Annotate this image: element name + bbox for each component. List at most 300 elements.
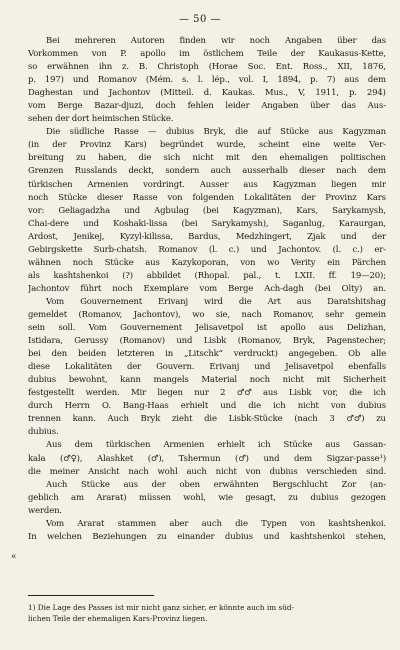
word: Jelisavetpol	[195, 323, 244, 334]
word: von	[300, 518, 316, 529]
page-number: — 50 —	[178, 14, 222, 25]
word: ehemaligen	[279, 153, 329, 164]
word: Romanov	[158, 244, 198, 255]
word: einander	[177, 531, 215, 542]
word: zu	[76, 153, 86, 164]
text-line	[28, 205, 386, 218]
word: LXII.	[294, 270, 315, 281]
word: Stücke	[104, 257, 134, 268]
text-line	[28, 165, 386, 178]
word: Jenikej,	[73, 231, 105, 242]
text-line	[28, 74, 386, 87]
word: bei	[28, 349, 41, 360]
word: Jachontov.	[278, 244, 322, 255]
word: nicht	[297, 401, 319, 412]
word: I,	[262, 75, 269, 86]
word: stehen,	[355, 531, 386, 542]
word: von	[240, 257, 256, 268]
word: noch	[28, 192, 49, 203]
word: kala	[28, 453, 46, 464]
word: ihn	[98, 62, 113, 73]
word: Angaben	[284, 36, 322, 46]
word: aus	[318, 127, 333, 138]
word: Aus	[46, 440, 62, 451]
text-line	[28, 152, 386, 165]
word: Exemplare	[143, 283, 189, 294]
word: Berge	[57, 101, 83, 112]
word: deckt,	[128, 166, 154, 177]
word: Kagyzman),	[232, 205, 283, 216]
word: (l.	[208, 244, 218, 255]
word: die	[28, 466, 41, 477]
text-line	[28, 244, 386, 257]
word: Rasse	[113, 127, 139, 138]
word: aus	[243, 179, 258, 190]
word: Kars)	[124, 140, 147, 151]
word: O.	[101, 401, 111, 412]
word: Romanov,	[273, 309, 314, 320]
word: von	[167, 192, 183, 203]
word: trennen	[28, 414, 61, 425]
word: östlichem	[203, 49, 244, 60]
word: erwähnten	[213, 479, 259, 490]
word: Kars	[366, 192, 386, 203]
word: —	[148, 127, 157, 138]
word: die	[248, 401, 261, 412]
word: Pärchen	[351, 257, 386, 268]
word: Lokalitäten	[64, 362, 113, 373]
word: Sarykamysh,	[332, 205, 386, 216]
word: Ausser	[199, 179, 229, 190]
text-line	[28, 192, 386, 205]
word: Saganlug,	[282, 218, 325, 229]
word: Kazykoporan,	[171, 257, 229, 268]
word: Soc.	[247, 62, 266, 73]
word: Ardost,	[28, 231, 59, 242]
word: Pagenstecher;	[326, 336, 386, 347]
text-line	[28, 361, 386, 374]
word: apollo	[140, 49, 166, 60]
word: Lokalitäten	[244, 192, 292, 203]
word: angegeben.	[288, 349, 338, 360]
word: Ararat)	[96, 492, 127, 503]
word: gemein	[355, 309, 386, 320]
word: dem	[367, 166, 386, 177]
word: noch	[112, 283, 133, 294]
text-line	[28, 283, 386, 296]
word: fehlen	[187, 101, 214, 112]
word: Medzhingert,	[235, 231, 292, 242]
word: an.	[373, 283, 386, 294]
word: ich	[257, 440, 271, 451]
word: welchen	[47, 531, 82, 542]
word: zu	[157, 531, 167, 542]
word: Armenien	[87, 179, 129, 190]
word: liegen	[157, 388, 183, 399]
text-line	[28, 61, 386, 74]
word: Gebirgskette	[28, 244, 83, 255]
word: mir	[371, 179, 386, 190]
word: nicht	[192, 153, 214, 164]
word: (Romanov,	[237, 336, 282, 347]
word: kann.	[72, 414, 96, 425]
word: Surb-chatsh.	[93, 244, 147, 255]
word: verdruckt)	[233, 349, 278, 360]
word: eine	[302, 140, 320, 151]
text-line	[28, 100, 386, 113]
word: c.)	[228, 244, 240, 255]
word: (?)	[122, 270, 133, 281]
word: 1894,	[277, 75, 301, 86]
word: Sarykamysh),	[211, 218, 269, 229]
text-line	[28, 296, 386, 309]
text-line: dubius.	[28, 427, 59, 438]
text-line	[28, 322, 386, 335]
word: finden	[179, 36, 206, 46]
word: die	[238, 296, 252, 307]
word: (l.	[332, 244, 341, 255]
word: B.	[138, 62, 148, 73]
word: politischen	[340, 153, 386, 164]
word: Teile	[257, 49, 277, 60]
word: (Mitteil.	[160, 88, 194, 99]
word: bewohnt,	[68, 375, 108, 386]
word: In	[28, 531, 37, 542]
word: aus	[325, 440, 340, 451]
word: noch	[249, 375, 270, 386]
text-line	[28, 466, 386, 479]
word: Vom	[46, 296, 65, 307]
word: geblich	[28, 492, 59, 503]
word: und	[72, 75, 89, 86]
text-line	[28, 139, 386, 152]
word: 294)	[366, 88, 386, 99]
word: Chai-dere	[28, 218, 69, 229]
word: Jelisavetpol	[285, 362, 334, 373]
word: ♂♂)	[346, 414, 365, 425]
word: aus	[123, 479, 138, 490]
word: dubius	[310, 492, 339, 503]
text-line	[28, 218, 386, 231]
text-line	[28, 309, 386, 322]
word: (Romanov)	[119, 336, 165, 347]
word: noch	[72, 257, 93, 268]
word: nach	[128, 466, 149, 477]
text-line	[28, 387, 386, 400]
word: dem	[74, 440, 93, 451]
word: werden.	[85, 388, 120, 399]
word: (bei	[314, 283, 331, 294]
word: Berge	[228, 283, 254, 294]
word: sind.	[366, 466, 386, 477]
word: durch	[28, 401, 53, 412]
word: dieser	[299, 166, 325, 177]
word: den	[251, 153, 268, 164]
word: ein	[327, 257, 340, 268]
word: türkischen	[105, 440, 151, 451]
word: südliche	[69, 127, 105, 138]
word: Vom	[46, 518, 65, 529]
word: Kaukasus-Kette,	[318, 49, 386, 60]
word: apollo	[280, 323, 306, 334]
body-text	[28, 35, 386, 544]
word: auch	[186, 466, 207, 477]
word: 1876,	[362, 62, 386, 73]
word: „Litschk“	[183, 349, 223, 360]
word: und	[124, 205, 141, 216]
word: und	[220, 401, 237, 412]
word: wo	[192, 309, 205, 320]
word: Kaukas.	[221, 88, 255, 99]
word: in	[165, 349, 174, 360]
word: Gassan-	[353, 440, 386, 451]
word: verschieden	[306, 466, 358, 477]
word: Zjak	[307, 231, 326, 242]
word: pal.,	[243, 270, 262, 281]
word: den	[51, 349, 68, 360]
word: liegen	[331, 179, 357, 190]
word: Daratshitshag	[327, 296, 386, 307]
word: p.	[348, 88, 357, 99]
text-line	[28, 231, 386, 244]
word: 3	[329, 414, 335, 425]
word: der	[52, 140, 67, 151]
text-line	[28, 479, 386, 492]
word: Grenzen	[28, 166, 64, 177]
word: ausserhalb	[242, 166, 288, 177]
word: Art	[267, 296, 281, 307]
word: gemeldet	[28, 309, 67, 320]
word: erhielt	[180, 401, 209, 412]
word: zu	[288, 492, 298, 503]
word: t.	[274, 270, 281, 281]
word: Daghestan	[28, 88, 73, 99]
word: (♂)	[235, 453, 249, 464]
word: Stücke	[58, 192, 88, 203]
word: kashtshenkoi	[53, 270, 109, 281]
word: vordringt.	[143, 179, 185, 190]
word: und	[176, 336, 193, 347]
word: doch	[155, 101, 176, 112]
footnote	[28, 602, 386, 625]
word: vor,	[322, 388, 338, 399]
word: der	[290, 49, 305, 60]
word: Jachontov	[28, 283, 70, 294]
word: Provinz	[79, 140, 111, 151]
word: vol.	[238, 75, 254, 86]
text-line	[28, 492, 386, 505]
word: gesagt,	[245, 492, 276, 503]
footnote-rule	[28, 595, 154, 596]
word: Kagyzman	[272, 179, 317, 190]
word: und	[250, 244, 267, 255]
word: haben,	[97, 153, 127, 164]
word: aus	[296, 296, 312, 307]
text-line	[28, 531, 386, 544]
word: aber	[169, 518, 189, 529]
text-line	[28, 179, 386, 192]
word: erwähnen	[47, 62, 89, 73]
word: Lisbk-Stücke	[228, 414, 283, 425]
word: 1911,	[315, 88, 339, 99]
word: der	[151, 479, 166, 490]
word: sehr	[325, 309, 344, 320]
word: (Romanov,	[78, 309, 123, 320]
word: ist	[256, 323, 267, 334]
word: Jachontov),	[133, 309, 181, 320]
word: Kars,	[296, 205, 319, 216]
word: Lisbk	[203, 336, 227, 347]
text-line	[28, 335, 386, 348]
word: Kyzyl-kilissa,	[119, 231, 173, 242]
text-line	[28, 374, 386, 387]
word: wir	[220, 36, 235, 46]
text-line	[28, 413, 386, 426]
word: Zor	[341, 479, 357, 490]
word: führt	[80, 283, 102, 294]
word: türkischen	[28, 179, 73, 190]
word: Stücke	[80, 479, 110, 490]
margin-mark: «	[11, 552, 17, 562]
word: dubius	[224, 531, 253, 542]
word: das	[371, 36, 386, 46]
word: aus	[263, 388, 278, 399]
word: Bei	[46, 36, 60, 46]
word: Bryk	[140, 414, 161, 425]
word: dieser	[97, 192, 123, 203]
word: wo	[267, 257, 280, 268]
word: ♂♂	[236, 388, 252, 399]
word: P.	[120, 49, 127, 60]
word: alle	[371, 349, 386, 360]
word: ff.	[328, 270, 337, 281]
word: beiden	[77, 349, 107, 360]
word: Karaurgan,	[338, 218, 386, 229]
word: der	[127, 362, 142, 373]
word: sondern	[165, 166, 200, 177]
word: ich	[273, 401, 286, 412]
word: ebenfalls	[348, 362, 386, 373]
word: Die	[46, 127, 61, 138]
word: und	[263, 453, 280, 464]
word: Herrn	[64, 401, 90, 412]
word: nicht	[282, 375, 304, 386]
text-line	[28, 439, 386, 452]
word: er-	[374, 244, 386, 255]
word: 19—20);	[350, 270, 386, 281]
word: Mus.,	[264, 88, 289, 99]
word: noch	[249, 36, 270, 46]
word: lép.,	[211, 75, 230, 86]
word: wähnen	[28, 257, 61, 268]
word: breitung	[28, 153, 64, 164]
word: gezogen	[350, 492, 386, 503]
word: Stücke	[280, 127, 309, 138]
word: und	[263, 531, 280, 542]
word: (Rhopal.	[194, 270, 230, 281]
word: Gouvern.	[156, 362, 195, 373]
word: und	[83, 218, 99, 229]
word: Ansicht	[88, 466, 120, 477]
word: Alashket	[96, 453, 134, 464]
word: das	[341, 101, 356, 112]
word: kashtshenkoi	[289, 531, 345, 542]
word: vom	[199, 283, 218, 294]
word: Gerussy	[74, 336, 109, 347]
word: Ob	[348, 349, 361, 360]
word: Verity	[290, 257, 316, 268]
word: mit	[225, 153, 240, 164]
word: müssen	[138, 492, 171, 503]
word: zu	[376, 414, 386, 425]
word: Bazar-djuzi,	[94, 101, 144, 112]
word: sie,	[215, 309, 230, 320]
word: nicht	[215, 466, 237, 477]
word: stammen	[117, 518, 157, 529]
word: p.	[28, 75, 36, 86]
word: über	[337, 36, 357, 46]
word: mehreren	[74, 36, 116, 46]
word: Lisbk	[288, 388, 312, 399]
word: erhielt	[217, 440, 245, 451]
word: Bang-Haas	[122, 401, 169, 412]
word: Delizhan,	[346, 323, 386, 334]
word: Vom	[88, 323, 107, 334]
text-line	[28, 453, 386, 466]
word: z.	[122, 62, 129, 73]
word: Ent.	[275, 62, 293, 73]
word: der	[371, 231, 386, 242]
word: und	[254, 362, 271, 373]
word: aus	[145, 257, 160, 268]
word: aus	[344, 75, 359, 86]
word: Ararat	[77, 518, 105, 529]
text-line: werden.	[28, 505, 62, 516]
word: (an-	[369, 479, 386, 490]
word: von	[330, 401, 346, 412]
word: wird	[203, 296, 223, 307]
word: dubius	[165, 127, 194, 138]
word: vom	[28, 101, 46, 112]
word: Angaben	[261, 101, 299, 112]
word: dubius	[357, 401, 386, 412]
word: Stücke	[283, 440, 313, 451]
word: Auch	[107, 414, 129, 425]
word: Sicherheit	[342, 375, 386, 386]
word: aus	[318, 323, 334, 334]
text-line	[28, 270, 386, 283]
word: mit	[316, 375, 331, 386]
word: Geliagadzha	[58, 205, 110, 216]
word: Istidara,	[28, 336, 63, 347]
word: Bryk,	[203, 127, 226, 138]
word: Ach-dagh	[264, 283, 304, 294]
word: Christoph	[157, 62, 199, 73]
word: weite	[333, 140, 356, 151]
word: c.)	[352, 244, 363, 255]
word: (in	[28, 140, 40, 151]
text-line	[28, 348, 386, 361]
word: dem	[293, 453, 313, 464]
word: dubius	[269, 466, 298, 477]
word: zieht	[171, 414, 193, 425]
word: (bei	[202, 205, 219, 216]
word: wohl	[157, 466, 178, 477]
word: leider	[225, 101, 250, 112]
word: Tshermun	[178, 453, 221, 464]
word: die	[349, 388, 362, 399]
word: (Horae	[208, 62, 238, 73]
